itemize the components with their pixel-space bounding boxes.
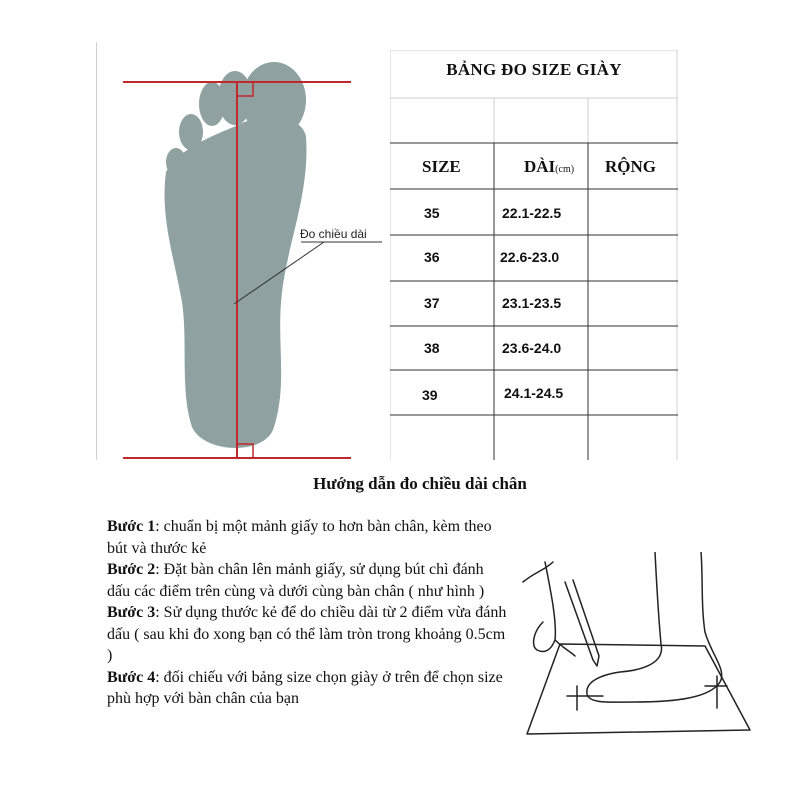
row-size: 35 bbox=[424, 205, 440, 221]
step-4 bbox=[107, 667, 507, 710]
pencil-outline bbox=[565, 580, 599, 666]
size-chart-title: BẢNG ĐO SIZE GIÀY bbox=[446, 60, 622, 79]
foot-marking-illustration bbox=[515, 552, 765, 742]
toe-shape bbox=[199, 82, 225, 126]
header-length-unit: (cm) bbox=[555, 164, 575, 175]
step-text: : chuẩn bị một mảnh giấy to hơn bàn chân, kèm theo bút và thước kẻ bbox=[107, 518, 492, 557]
step-label: Bước 1 bbox=[107, 518, 156, 535]
step-label: Bước 3 bbox=[107, 604, 156, 621]
step-1 bbox=[107, 516, 507, 559]
foot-outline-illustration bbox=[96, 42, 384, 460]
measure-length-label: Đo chiều dài bbox=[300, 227, 367, 241]
row-length: 23.1-23.5 bbox=[502, 295, 562, 311]
header-length bbox=[524, 157, 574, 177]
row-length: 22.6-23.0 bbox=[500, 249, 560, 265]
measurement-steps bbox=[107, 516, 507, 710]
step-label: Bước 4 bbox=[107, 668, 156, 686]
step-text: : Đặt bàn chân lên mảnh giấy, sử dụng bút chì đánh dấu các điểm trên cùng và dưới cùng bàn chân ( như hình ) bbox=[107, 561, 485, 600]
row-size: 37 bbox=[424, 295, 440, 311]
size-chart-table bbox=[390, 50, 678, 460]
header-width: RỘNG bbox=[605, 157, 656, 176]
step-label: Bước 2 bbox=[107, 561, 156, 578]
step-2 bbox=[107, 559, 507, 602]
step-text: : Sử dụng thước kẻ để do chiều dài từ 2 điểm vừa đánh dấu ( sau khi đo xong bạn có thể làm tròn trong khoảng 0.5cm ) bbox=[107, 604, 507, 664]
hand-outline bbox=[523, 562, 555, 652]
foot-diagram bbox=[96, 42, 384, 460]
header-size: SIZE bbox=[422, 157, 461, 176]
header-length-text: DÀI bbox=[524, 157, 556, 176]
foot-sole-shape bbox=[165, 117, 307, 448]
row-length: 23.6-24.0 bbox=[502, 340, 562, 356]
step-text: : đối chiếu với bảng size chọn giày ở trên để chọn size phù hợp với bàn chân của bạn bbox=[107, 668, 503, 707]
heel-mark bbox=[567, 686, 603, 710]
guide-title: Hướng dẫn đo chiều dài chân bbox=[313, 474, 527, 493]
row-size: 39 bbox=[422, 387, 438, 403]
step-3 bbox=[107, 602, 507, 667]
row-length: 22.1-22.5 bbox=[502, 205, 562, 221]
row-size: 36 bbox=[424, 249, 440, 265]
leg-foot-outline bbox=[587, 552, 722, 702]
row-size: 38 bbox=[424, 340, 440, 356]
row-length: 24.1-24.5 bbox=[504, 385, 564, 401]
